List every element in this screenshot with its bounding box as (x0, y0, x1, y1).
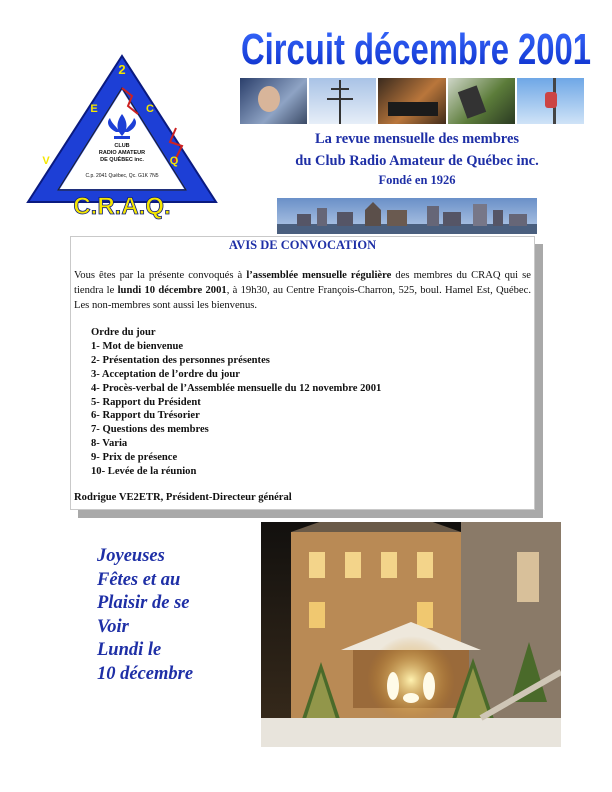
christmas-nativity-photo (261, 522, 561, 747)
agenda-item: 9- Prix de présence (91, 452, 178, 464)
notice-title: AVIS DE CONVOCATION (228, 238, 377, 252)
holiday-greeting (97, 545, 257, 686)
svg-text:C.R.A.Q.: C.R.A.Q. (73, 193, 171, 220)
greeting-line: Voir (97, 616, 129, 637)
body-text: , à 19h30, au Centre François-Charron, 525, boul. Hamel Est, Québec. Les non-membres sont aussi les bienvenus. (74, 285, 531, 312)
agenda-item: 4- Procès-verbal de l’Assemblée mensuelle du 12 novembre 2001 (91, 382, 382, 394)
agenda-item: 2- Présentation des personnes présentes (91, 354, 270, 366)
antenna-tower-photo (309, 78, 376, 124)
greeting-line: Plaisir de se (97, 593, 190, 613)
radio-station-photo (378, 78, 445, 124)
svg-text:RADIO AMATEUR: RADIO AMATEUR (98, 150, 146, 156)
agenda-item: 7- Questions des membres (91, 424, 209, 436)
founded-year: Fondé en 1926 (378, 173, 456, 187)
agenda-item: 1- Mot de bienvenue (91, 340, 184, 352)
body-text: des membres du CRAQ qui se tiendra le (74, 270, 532, 297)
svg-text:CLUB: CLUB (114, 143, 130, 149)
newsletter-title (236, 14, 596, 78)
svg-text:E: E (90, 103, 98, 115)
craq-logo (24, 52, 220, 222)
svg-text:Q: Q (169, 155, 179, 167)
subtitle-line2: du Club Radio Amateur de Québec inc. (295, 153, 539, 169)
agenda (91, 326, 521, 479)
svg-text:2: 2 (118, 62, 126, 77)
subtitle-line1: La revue mensuelle des membres (314, 131, 520, 147)
svg-text:V: V (42, 155, 50, 167)
operator-headphones-photo (240, 78, 307, 124)
svg-text:C: C (146, 103, 154, 115)
svg-text:Circuit décembre 2001: Circuit décembre 2001 (241, 25, 591, 74)
svg-text:DE QUÉBEC inc.: DE QUÉBEC inc. (100, 157, 144, 163)
greeting-line: Lundi le (97, 640, 162, 660)
photo-strip (240, 78, 584, 124)
meeting-type: l’assemblée mensuelle régulière (246, 270, 392, 281)
signature: Rodrigue VE2ETR, Président-Directeur général (74, 492, 292, 503)
equipment-photo (448, 78, 515, 124)
greeting-line: Joyeuses (97, 546, 165, 566)
meeting-date: lundi 10 décembre 2001 (117, 285, 227, 297)
notice-body (74, 268, 531, 314)
agenda-title: Ordre du jour (91, 327, 156, 338)
agenda-item: 8- Varia (91, 438, 128, 450)
greeting-line: Fêtes et au (97, 569, 181, 590)
greeting-line: 10 décembre (97, 663, 194, 684)
quebec-skyline-image (277, 198, 537, 234)
body-text: Vous êtes par la présente convoqués à (74, 270, 247, 281)
agenda-item: 3- Acceptation de l’ordre du jour (91, 368, 240, 380)
agenda-item: 6- Rapport du Trésorier (91, 410, 200, 422)
agenda-item: 5- Rapport du Président (91, 396, 201, 408)
tower-climber-photo (517, 78, 584, 124)
svg-text:C.p. 2041 Québec, Qc. G1K 7N5: C.p. 2041 Québec, Qc. G1K 7N5 (85, 173, 159, 179)
agenda-item: 10- Levée de la réunion (91, 466, 197, 478)
